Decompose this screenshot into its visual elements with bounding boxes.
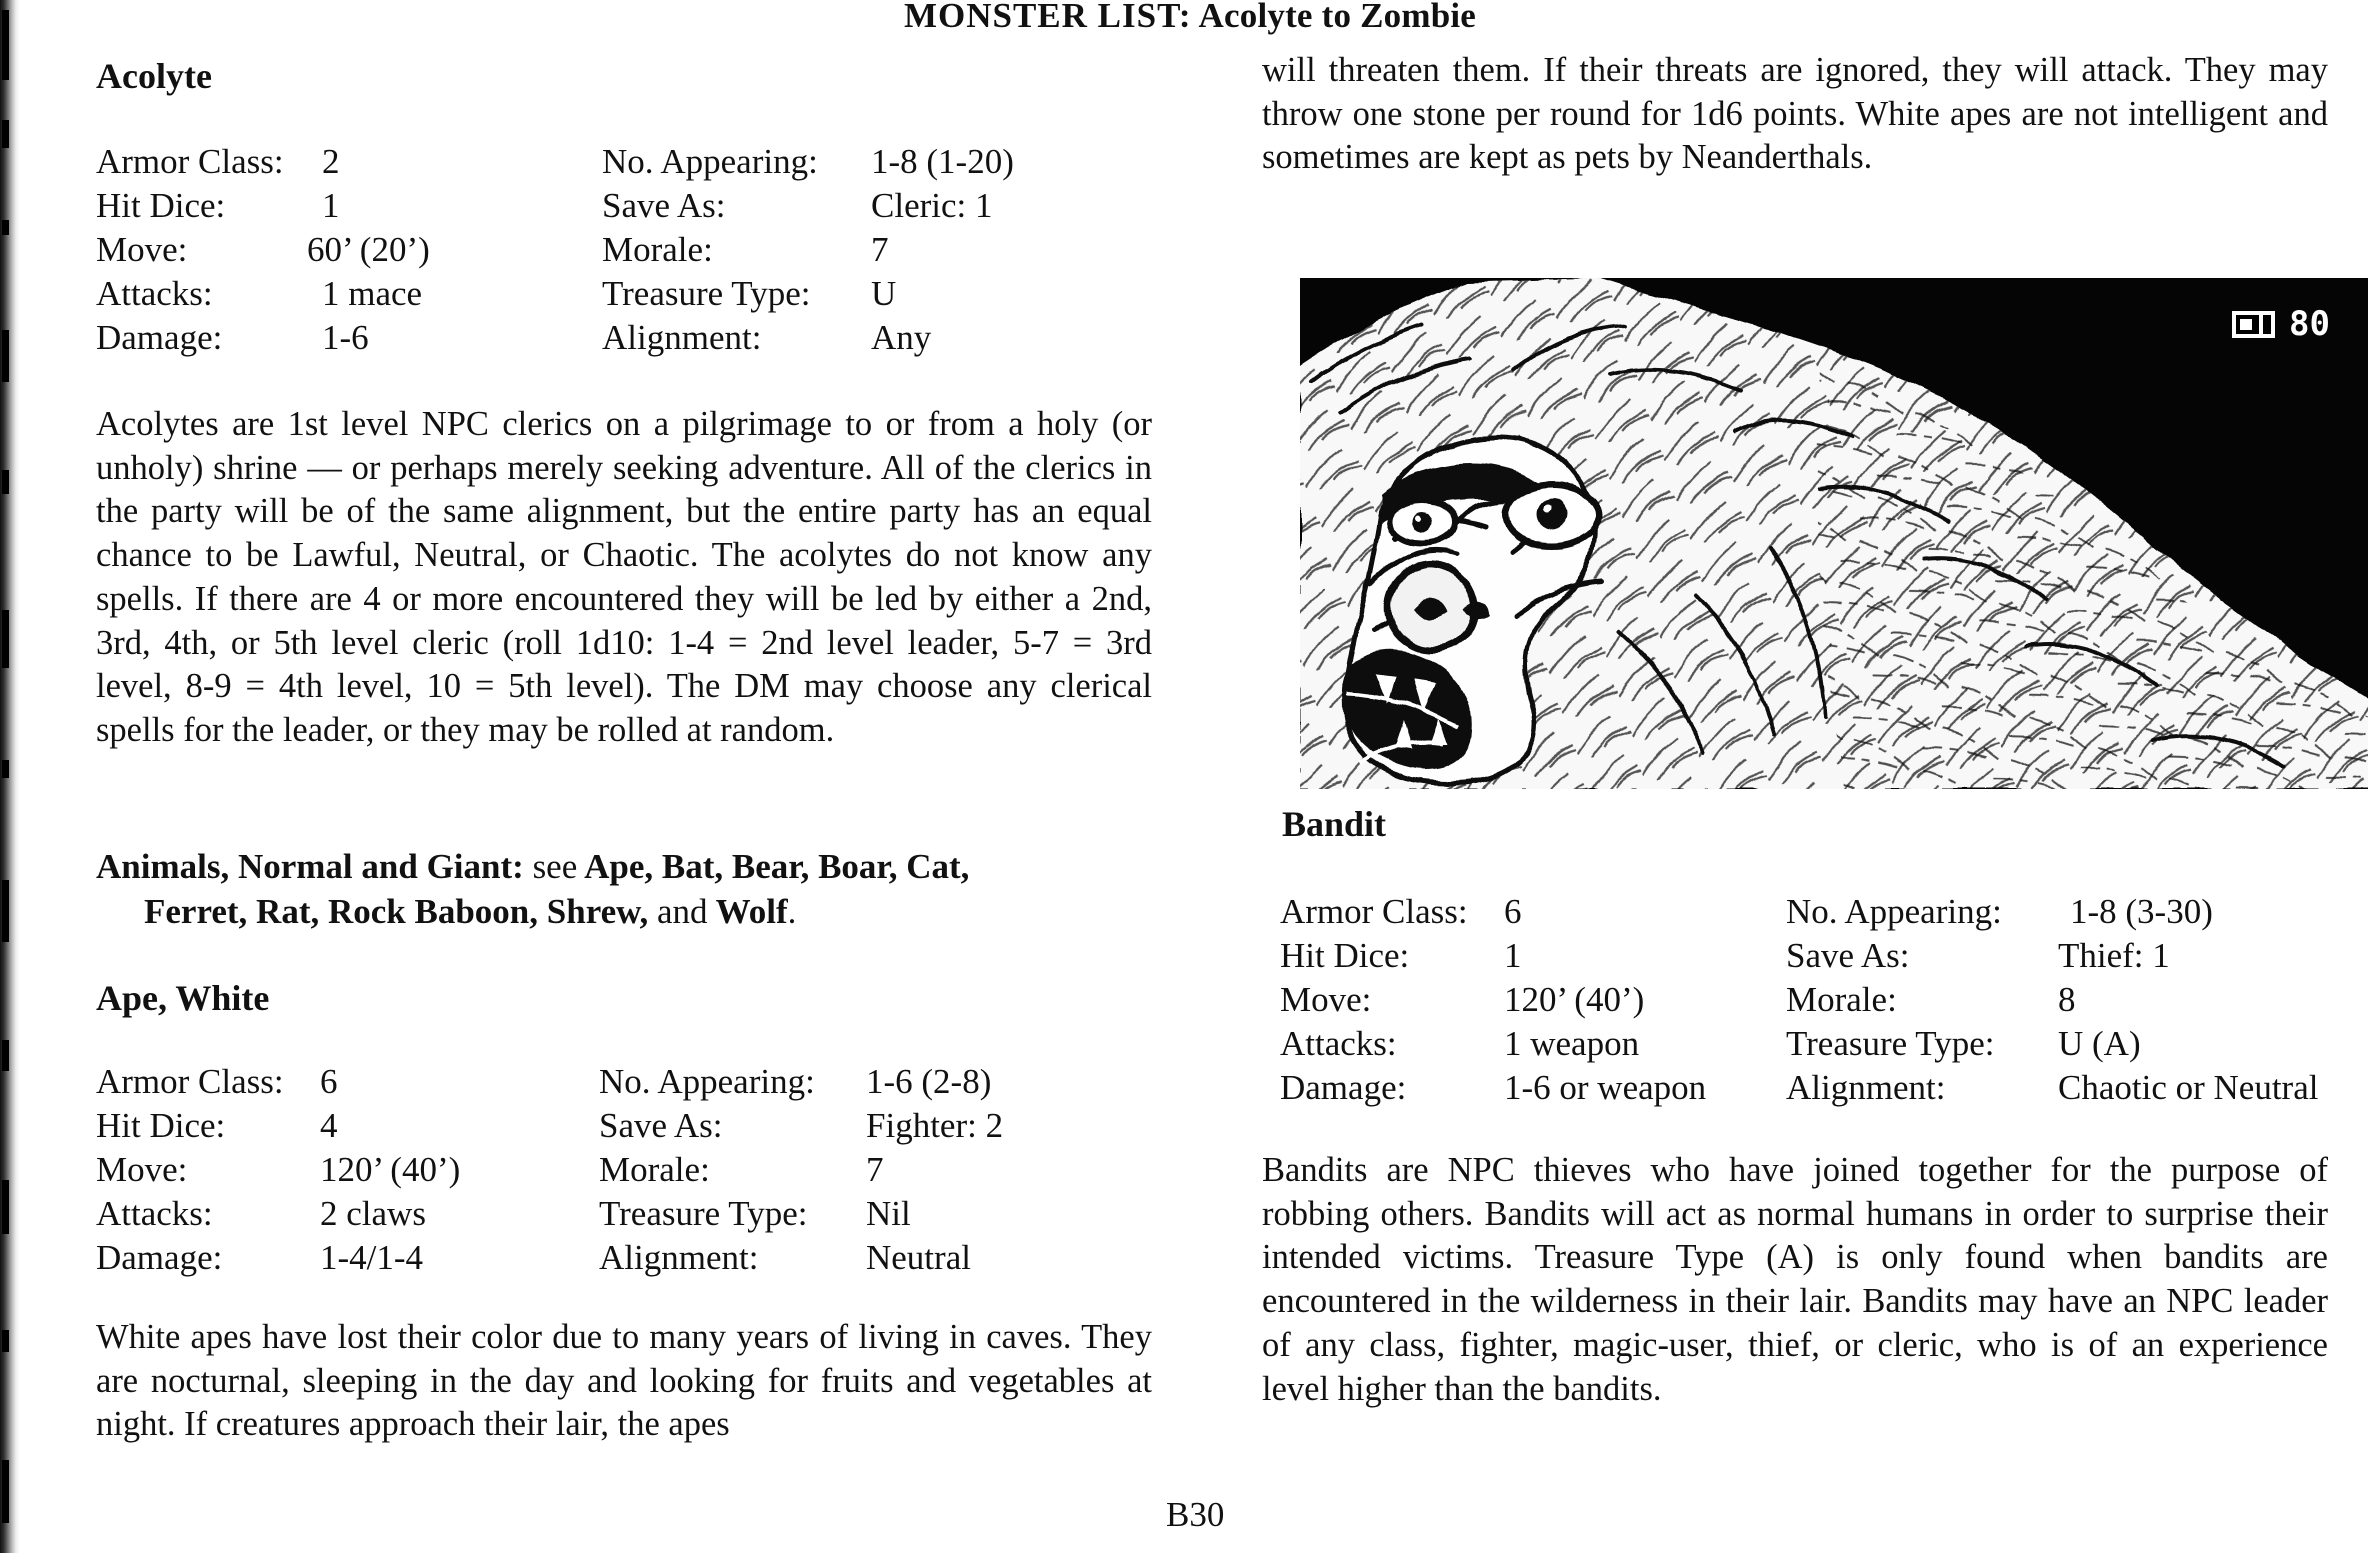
animals-reference-see: see [532, 847, 578, 886]
stat-label-treasure-type: Treasure Type: [602, 274, 811, 313]
binding-mark [2, 760, 9, 778]
stat-value-save-as: Fighter: 2 [866, 1106, 1004, 1145]
stat-row-move [96, 1148, 1076, 1192]
stat-label-no-appearing: No. Appearing: [599, 1062, 815, 1101]
stat-row-attacks [1280, 1022, 2330, 1066]
binding-mark [2, 330, 9, 382]
animals-reference-period: . [787, 892, 797, 931]
stat-value-treasure-type: Nil [866, 1194, 911, 1233]
stat-label-no-appearing: No. Appearing: [602, 142, 818, 181]
dragon-frame-icon [2232, 311, 2275, 338]
stat-row-attacks [96, 272, 1076, 316]
stat-row-attacks [96, 1192, 1076, 1236]
ape-right-eye [1506, 484, 1598, 546]
stat-label-no-appearing: No. Appearing: [1786, 892, 2002, 931]
animals-reference [96, 844, 1156, 934]
stat-label-armor-class: Armor Class: [96, 142, 284, 181]
stat-value-damage: 1-6 or weapon [1504, 1068, 1707, 1107]
stat-value-no-appearing: 1-8 (1-20) [871, 142, 1014, 181]
stat-label-attacks: Attacks: [96, 1194, 213, 1233]
stat-row-hit-dice [1280, 934, 2330, 978]
header-range: Acolyte to Zombie [1198, 0, 1477, 35]
stat-value-armor-class: 6 [320, 1062, 338, 1101]
stat-label-damage: Damage: [96, 1238, 223, 1277]
stat-value-hit-dice: 1 [322, 186, 340, 225]
bandit-description: Bandits are NPC thieves who have joined together for the purpose of robbing others. Bandits will act as normal humans in order to surprise their intended victims. Treasure Type (A) is only found when bandits are encountered in the wilderness in their lair. Bandits may have an NPC leader of any class, fighter, magic-user, thief, or cleric, who is of an experience level higher than the bandits. [1262, 1151, 2328, 1408]
stat-value-alignment: Chaotic or Neutral [2058, 1068, 2319, 1107]
stat-value-attacks: 2 claws [320, 1194, 426, 1233]
stat-value-alignment: Any [871, 318, 932, 357]
stat-label-alignment: Alignment: [599, 1238, 759, 1277]
stat-value-save-as: Thief: 1 [2058, 936, 2170, 975]
stat-row-damage [96, 316, 1076, 360]
stat-label-move: Move: [96, 1150, 188, 1189]
animals-reference-and: and [657, 892, 708, 931]
stat-value-attacks: 1 mace [322, 274, 423, 313]
binding-mark [2, 220, 9, 235]
stat-label-damage: Damage: [96, 318, 223, 357]
animals-reference-list: Ape, Bat, Bear, Boar, Cat, [584, 847, 970, 886]
binding-mark [2, 1460, 9, 1523]
stat-value-move: 120’ (40’) [320, 1150, 461, 1189]
acolyte-stat-block [96, 140, 1076, 360]
binding-mark [2, 120, 9, 148]
stat-value-hit-dice: 1 [1504, 936, 1522, 975]
stat-value-morale: 7 [866, 1150, 884, 1189]
animals-reference-continuation [96, 889, 1156, 934]
animals-reference-last: Wolf [715, 892, 788, 931]
stat-label-damage: Damage: [1280, 1068, 1407, 1107]
stat-row-hit-dice [96, 184, 1076, 228]
stat-label-alignment: Alignment: [602, 318, 762, 357]
animals-reference-label: Animals, Normal and Giant: [96, 847, 524, 886]
stat-value-alignment: Neutral [866, 1238, 971, 1277]
stat-value-hit-dice: 4 [320, 1106, 338, 1145]
stat-row-damage [1280, 1066, 2330, 1110]
stat-label-hit-dice: Hit Dice: [96, 186, 226, 225]
binding-mark [2, 1040, 9, 1071]
binding-mark [2, 610, 9, 668]
stat-value-damage: 1-4/1-4 [320, 1238, 424, 1277]
stat-value-no-appearing: 1-8 (3-30) [2070, 892, 2213, 931]
binding-mark [2, 880, 9, 942]
acolyte-title: Acolyte [96, 56, 212, 96]
stat-row-armor-class [96, 140, 1076, 184]
stat-value-move: 120’ (40’) [1504, 980, 1645, 1019]
stat-row-hit-dice [96, 1104, 1076, 1148]
stat-value-treasure-type: U (A) [2058, 1024, 2141, 1063]
stat-label-attacks: Attacks: [1280, 1024, 1397, 1063]
stat-label-save-as: Save As: [1786, 936, 1910, 975]
stat-row-damage [96, 1236, 1076, 1280]
stat-label-morale: Morale: [599, 1150, 710, 1189]
stat-value-no-appearing: 1-6 (2-8) [866, 1062, 992, 1101]
stat-label-save-as: Save As: [602, 186, 726, 225]
stat-label-save-as: Save As: [599, 1106, 723, 1145]
animals-reference-list-continued: Ferret, Rat, Rock Baboon, Shrew, [144, 892, 649, 931]
stat-value-treasure-type: U [871, 274, 897, 313]
stat-value-morale: 7 [871, 230, 889, 269]
header-label: MONSTER LIST: [903, 0, 1192, 35]
stat-row-move [1280, 978, 2330, 1022]
illustration-badge-number: 80 [2289, 304, 2330, 344]
stat-value-armor-class: 6 [1504, 892, 1522, 931]
binding-mark [2, 1330, 9, 1352]
stat-row-armor-class [96, 1060, 1076, 1104]
stat-label-morale: Morale: [602, 230, 713, 269]
stat-label-armor-class: Armor Class: [1280, 892, 1468, 931]
stat-value-armor-class: 2 [322, 142, 340, 181]
page-number: B30 [1166, 1495, 1225, 1534]
bandit-title: Bandit [1282, 804, 1387, 844]
stat-value-damage: 1-6 [322, 318, 369, 357]
stat-label-treasure-type: Treasure Type: [1786, 1024, 1995, 1063]
stat-row-armor-class [1280, 890, 2330, 934]
ape-left-eye [1390, 501, 1456, 543]
page-binding-edge [0, 0, 20, 1553]
stat-value-morale: 8 [2058, 980, 2076, 1019]
stat-label-morale: Morale: [1786, 980, 1897, 1019]
ape-white-description-right: will threaten them. If their threats are ignored, they will attack. They may throw one stone per round for 1d6 points. White apes are not intelligent and sometimes are kept as pets by Neanderthals. [1262, 51, 2328, 177]
ape-white-description-left: White apes have lost their color due to many years of living in caves. They are nocturnal, sleeping in the day and looking for fruits and vegetables at night. If creatures approach their lair, the apes [96, 1318, 1152, 1444]
stat-row-move [96, 228, 1076, 272]
stat-value-save-as: Cleric: 1 [871, 186, 993, 225]
binding-mark [2, 1180, 9, 1234]
stat-label-move: Move: [96, 230, 188, 269]
acolyte-description: Acolytes are 1st level NPC clerics on a pilgrimage to or from a holy (or unholy) shrine — or perhaps merely seeking adventure. All of the clerics in the party will be of the same alignment, but the entire party has an equal chance to be Lawful, Neutral, or Chaotic. The acolytes do not know any spells. If there are 4 or more encountered they will be led by either a 2nd, 3rd, 4th, or 5th level cleric (roll 1d10: 1-4 = 2nd level leader, 5-7 = 3rd level, 8-9 = 4th level, 10 = 5th level). The DM may choose any clerical spells for the leader, or they may be rolled at random. [96, 405, 1152, 749]
ape-white-title: Ape, White [96, 978, 270, 1018]
left-column [96, 0, 1156, 1553]
white-ape-drawing [1300, 278, 2368, 789]
bandit-stat-block [1280, 890, 2330, 1110]
white-ape-illustration [1300, 278, 2368, 789]
ape-white-stat-block [96, 1060, 1076, 1280]
illustration-badge [2232, 304, 2330, 344]
stat-label-armor-class: Armor Class: [96, 1062, 284, 1101]
stat-value-attacks: 1 weapon [1504, 1024, 1640, 1063]
stat-label-alignment: Alignment: [1786, 1068, 1946, 1107]
stat-label-hit-dice: Hit Dice: [1280, 936, 1410, 975]
stat-value-move: 60’ (20’) [307, 230, 430, 269]
stat-label-attacks: Attacks: [96, 274, 213, 313]
binding-mark [2, 470, 9, 494]
stat-label-treasure-type: Treasure Type: [599, 1194, 808, 1233]
stat-label-hit-dice: Hit Dice: [96, 1106, 226, 1145]
stat-label-move: Move: [1280, 980, 1372, 1019]
